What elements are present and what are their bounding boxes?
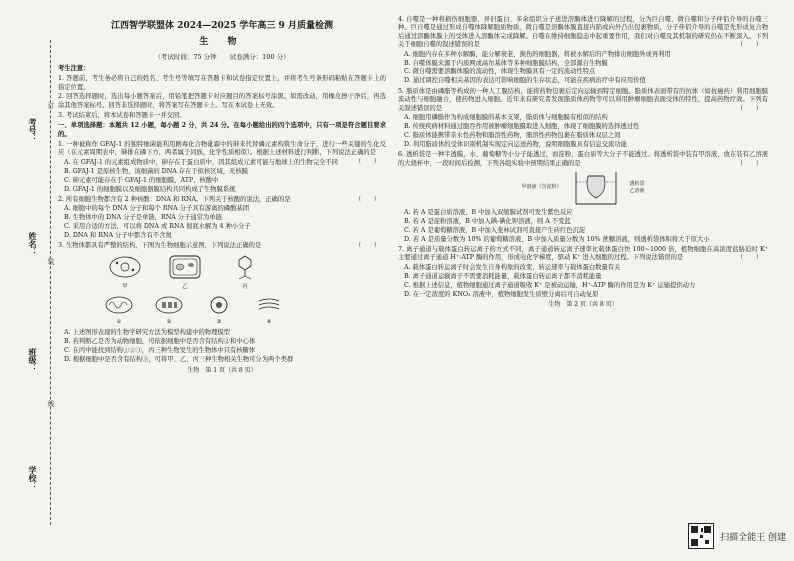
- page-1-column: [58, 14, 386, 375]
- option: A. 上述图形表现的生物学研究方法为模型构建中的物理模型: [64, 329, 230, 337]
- answer-paren: （ ）: [736, 159, 762, 167]
- option: D. 在一定浓度的 KNO₃ 溶液中，植物细胞发生质壁分离后可自动复原: [404, 290, 599, 298]
- cell-jia-icon: [108, 254, 142, 280]
- page-2-column: [398, 14, 768, 309]
- question-stem: 6. 透析袋是一种半透膜，水、葡萄糖等小分子能透过，而淀粉、蛋白质等大分子不能透过。将透析袋中装有甲溶液，放在装有乙溶液的大烧杯中，一段时间后检测，下列各组实验中预期结果正确的是: [398, 151, 768, 167]
- option: B. 传统疾病材料通过胞吞作用被肿瘤细胞摄取进入细胞，体现了细胞膜的选择透过性: [404, 122, 640, 130]
- option: B. 生物体中的 DNA 分子是单链，RNA 分子通常为单链: [64, 214, 222, 222]
- option: C. 在丙中能找到结构①②③，丙三种生物发生的生物体中只有核糖体: [64, 347, 256, 355]
- cell-label: 乙: [182, 284, 188, 291]
- apparatus-label: 透析袋: [629, 180, 645, 187]
- option: A. 细胞内存在多种水解酶，能分解衰老、损伤的细胞器，将被水解后的产物排出细胞外或再利用: [404, 50, 671, 58]
- option: C. 采用合适的方法，可以将 DNA 或 RNA 彻底水解为 4 种小分子: [64, 223, 251, 231]
- organelle-label: ①: [116, 319, 122, 326]
- apparatus-left-labels: [521, 184, 561, 191]
- cell-diagram-yi: [168, 254, 202, 292]
- question-7: [398, 246, 768, 263]
- organelle-2: [154, 295, 184, 327]
- nucleus-icon: [204, 295, 234, 315]
- option: B. GFAJ-1 是原核生物，该细菌的 DNA 存在于拟核区域，无核膜: [64, 167, 249, 175]
- question-3: [58, 242, 386, 250]
- apparatus-right-labels: [630, 181, 645, 195]
- answer-paren: （ ）: [354, 195, 380, 203]
- exam-number-label: 考号：: [28, 118, 38, 142]
- notice-item: 3. 考试结束后，将本试卷和答题卡一并交回。: [58, 111, 186, 119]
- mitochondrion-icon: [104, 295, 134, 315]
- binding-mark-zhuang: 装: [47, 258, 55, 265]
- question-stem: 5. 脂质体是由磷脂等构成的一种人工膜结构，能将药物包裹后定向运输到特定细胞。脂质体表面带有的抗体（如抗癌药）利用细胞膜流动性与细胞融合，使药物进入细胞。近年来有研究者发现脂质体药物等可以利用肿瘤细胞表面受体的特性，提高药物疗效。下列有关叙述错误的是: [398, 87, 768, 112]
- option: A. 在 GFAJ-1 的元素组成物质中，砷存在于蛋白质中，因其组成元素可能与地球上的生物完全不同: [64, 158, 338, 166]
- option: B. 若 A 是淀粉溶液，B 中加入碘-碘化钾溶液，则 A 不变蓝: [404, 217, 571, 225]
- answer-paren: （ ）: [354, 242, 380, 250]
- beaker-icon: [566, 170, 626, 206]
- option: C. 砷元素可能存在于 GFAJ-1 的细胞膜、ATP、核酸中: [64, 176, 219, 184]
- apparatus-label: 乙溶液: [629, 187, 645, 194]
- option: A. 载体蛋白转运离子时会发生自身构象的改变，转运速率与载体蛋白数量有关: [404, 263, 621, 271]
- option: C. 脂质体能携带亲水性药物和脂溶性药物，脂溶性药物包裹在脂质体双层之间: [404, 131, 621, 139]
- option: C. 微自噬需要溶酶体膜的流动性，体现生物膜具有一定的流动性特点: [404, 68, 596, 76]
- cell-label: 甲: [122, 284, 128, 291]
- answer-paren: （ ）: [736, 104, 762, 112]
- option: B. 若判断乙是否为动物细胞，可依据细胞中是否含有结构②和中心体: [64, 338, 256, 346]
- organelle-1: [104, 295, 134, 327]
- answer-paren: （ ）: [736, 41, 762, 49]
- question-stem: 3. 生物体都具有严整的结构，下图为生物细胞示意图，下列说法正确的是: [58, 242, 262, 250]
- page-footer: 生物 第 2 页（共 8 页）: [548, 300, 618, 308]
- question-stem: 7. 离子通道与载体蛋白转运离子的方式不同，离子通道转运离子速率比载体蛋白快 100~1000 倍，植物细胞在高浓度盐胁迫时 K⁺ 主要通过离子通道 H⁺-ATP 酶的作用，形成电化学梯度，驱动 K⁺ 进入细胞的过程。下列说法错误的是: [398, 246, 768, 262]
- option: D. 若 A 是质量分数为 10% 的葡萄糖溶液，B 中加入质量分数为 10% 蔗糖溶液，则透析袋体积将大于原大小: [404, 235, 710, 243]
- option: B. 离子通道运输离子不需要消耗能量，载体蛋白转运离子都不消耗能量: [404, 272, 602, 280]
- option: C. 根据上述信息，植物细胞通过离子通道吸收 K⁺ 是被动运输，H⁺-ATP 酶的作用是为 K⁺ 运输提供动力: [404, 281, 696, 289]
- cell-diagram-bing: [228, 254, 262, 292]
- school-label: 学校：: [28, 466, 38, 490]
- section-heading: 一、单项选择题：本题共 12 小题，每小题 2 分，共 24 分。在每小题给出的四个选项中，只有一项是符合题目要求的。: [58, 122, 386, 138]
- answer-paren: （ ）: [354, 157, 380, 165]
- option: D. DNA 和 RNA 分子中都含有不含氮: [64, 232, 172, 240]
- cell-label: 丙: [242, 284, 248, 291]
- scanner-watermark: [688, 523, 786, 549]
- question-2: [58, 196, 386, 204]
- notice-item: 2. 回答选择题时，选出每小题答案后，用铅笔把答题卡对应题目的答案标号涂黑。如需改动，用橡皮擦干净后，再选涂其他答案标号。回答非选择题时，将答案写在答题卡上。写在本试卷上无效。: [58, 93, 386, 109]
- option: D. 根据细胞中是否含有结构③，可将甲、乙、丙三种生物相关生物可分为两个类群: [64, 356, 294, 364]
- scanner-label: 扫描全能王 创建: [720, 532, 786, 543]
- binding-mark-xian: 线: [47, 400, 55, 407]
- question-stem: 4. 自噬是一种将损伤细胞器、异旧蛋白、多余组织分子送进溶酶体进行降解的过程，分为巨自噬、微自噬和分子伴侣介导的自噬三种。巨自噬是通过形成自噬体降解胞质物质，微自噬是溶酶体膜直接内陷或向外凸出包裹物质，分子伴侣介导的自噬是先形成复合物后通过溶酶体膜上的受体进入溶酶体完成降解。自噬在维持细胞稳态中起重要作用，我们对自噬及其机制的研究仍在不断深入。下列关于细胞自噬的叙述错误的是: [398, 16, 768, 49]
- question-4: [398, 16, 768, 50]
- notice-item: 1. 答题前，考生务必将自己的姓名、考生号等填写在答题卡和试卷指定位置上，并将考生号条形码粘贴在答题卡上的指定位置。: [58, 75, 386, 91]
- organelle-label: ②: [166, 319, 172, 326]
- question-6: [398, 151, 768, 168]
- qr-code-icon: [688, 523, 714, 549]
- option: C. 若 A 是葡萄糖溶液，B 中加入斐林试剂可直接产生砖红色沉淀: [404, 226, 586, 234]
- golgi-icon: [254, 295, 284, 315]
- question-stem: 2. 所有细胞生物都含有 2 种核酸：DNA 和 RNA。下列关于核酸的说法，正确的是: [58, 195, 291, 203]
- cell-bing-icon: [228, 254, 262, 280]
- option: D. 通过调控自噬相关基因的表达可影响细胞的生存状态，可能在疾病治疗中有应用价值: [404, 77, 646, 85]
- chloroplast-icon: [154, 295, 184, 315]
- cell-diagrams: [108, 254, 386, 292]
- question-stem: 1. 一种被称作 GFAJ-1 的独特细菌能利用剧毒化合物砒霜中的砷来代替磷元素构筑生命分子，进行一些关键的生化反应（在元素周期表中，砷排在磷下方，两者属于同族，化学性质相似）。根据上述材料进行判断，下列说法正确的是: [58, 140, 386, 157]
- notice-heading: 考生注意：: [58, 65, 90, 73]
- question-5: [398, 88, 768, 113]
- class-label: 班级：: [28, 348, 38, 372]
- exam-subject: 生 物: [199, 37, 245, 48]
- cell-yi-icon: [168, 254, 202, 280]
- option: D. GFAJ-1 的细胞膜以及细胞器膜结构共同构成了生物膜系统: [64, 185, 236, 193]
- cell-diagram-jia: [108, 254, 142, 292]
- option: D. 利用脂质体的受体识别机制实现定向运送药物，说明细胞膜具有信息交流功能: [404, 140, 627, 148]
- organelle-3: [204, 295, 234, 327]
- organelle-label: ④: [266, 319, 272, 326]
- page-footer: 生物 第 1 页（共 8 页）: [187, 366, 257, 374]
- answer-paren: （ ）: [736, 254, 762, 262]
- option: A. 细胞中的每个 DNA 分子和每个 RNA 分子具有游离的磷酸基团: [64, 205, 249, 213]
- organelle-diagrams: [104, 295, 386, 327]
- organelle-label: ③: [216, 319, 222, 326]
- name-label: 姓名：: [28, 232, 38, 256]
- dialysis-apparatus: [398, 170, 768, 206]
- binding-mark-ding: 订: [47, 102, 55, 109]
- exam-info: （考试时间：75 分钟 试卷满分：100 分）: [154, 52, 290, 61]
- exam-title: 江西智学联盟体 2024—2025 学年高三 9 月质量检测: [111, 21, 333, 31]
- binding-line: [50, 40, 51, 525]
- option: B. 自噬体膜来源于内质网或高尔基体等多种细胞膜结构，全部源自生物膜: [404, 59, 608, 67]
- organelle-4: [254, 295, 284, 327]
- option: A. 细胞用磷脂作为构成细胞膜的基本支架，脂质体与细胞膜有相似的结构: [404, 113, 608, 121]
- option: A. 若 A 是蛋白质溶液，B 中加入双缩脲试剂可发生紫色反应: [404, 208, 573, 216]
- apparatus-label: 甲溶液（含淀粉）: [521, 184, 562, 191]
